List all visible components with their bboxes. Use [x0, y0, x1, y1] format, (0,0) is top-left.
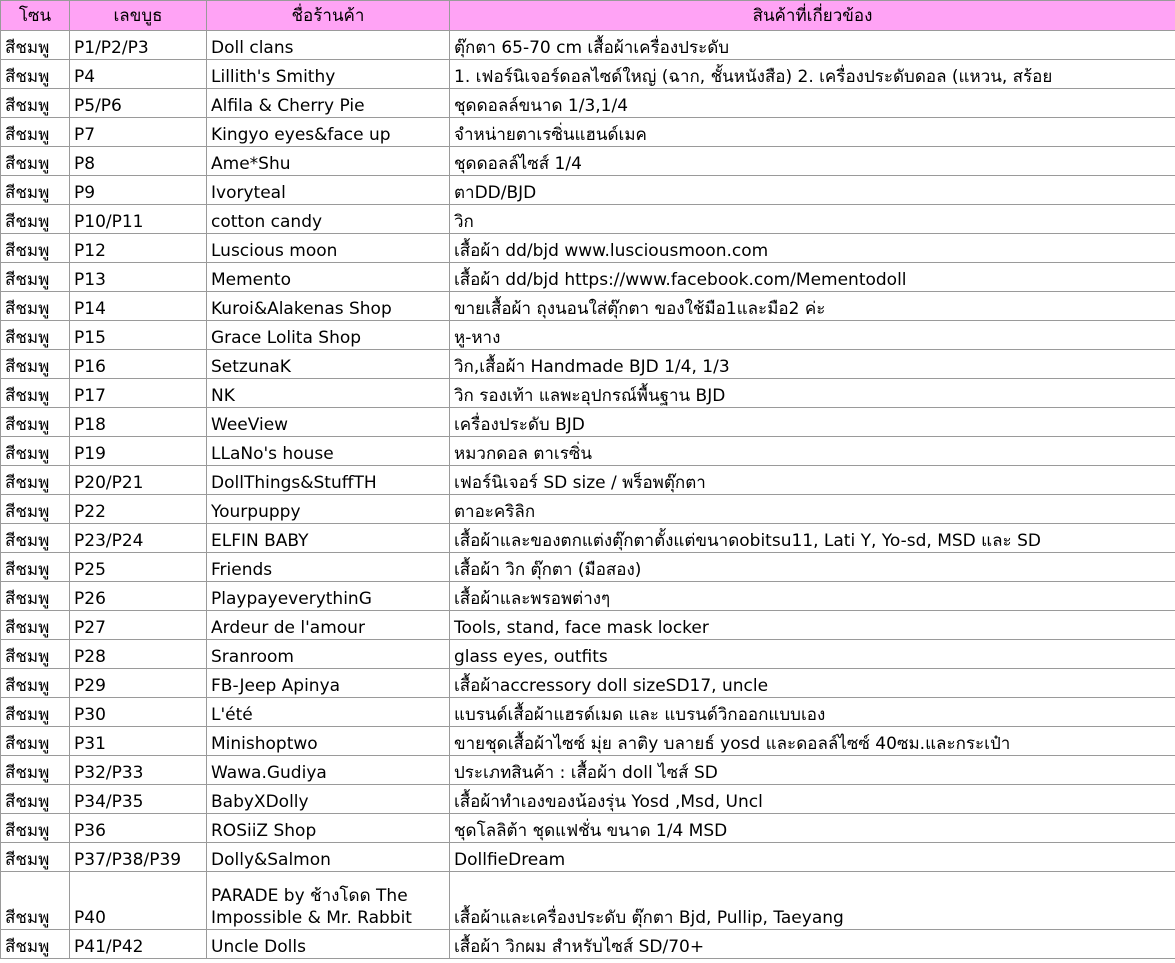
table-row	[1, 582, 1175, 611]
table-row	[1, 640, 1175, 669]
table-row	[1, 466, 1175, 495]
header-booth[interactable]: เลขบูธ	[70, 1, 207, 31]
products-cell[interactable]: เสื้อผ้า dd/bjd https://www.facebook.com/Mementodoll	[450, 263, 1175, 292]
booth-cell[interactable]: P37/P38/P39	[70, 843, 207, 872]
zone-cell[interactable]: สีชมพู	[1, 118, 70, 147]
booth-cell[interactable]: P16	[70, 350, 207, 379]
table-row	[1, 553, 1175, 582]
booth-cell[interactable]: P20/P21	[70, 466, 207, 495]
shop-name-cell[interactable]: DollThings&StuffTH	[207, 466, 450, 495]
products-cell[interactable]: เสื้อผ้า dd/bjd www.lusciousmoon.com	[450, 234, 1175, 263]
zone-cell[interactable]: สีชมพู	[1, 582, 70, 611]
booth-cell[interactable]: P23/P24	[70, 524, 207, 553]
products-cell[interactable]: วิก,เสื้อผ้า Handmade BJD 1/4, 1/3	[450, 350, 1175, 379]
products-cell[interactable]: Tools, stand, face mask locker	[450, 611, 1175, 640]
products-cell[interactable]: ชุดดอลล์ขนาด 1/3,1/4	[450, 89, 1175, 118]
products-cell[interactable]: ตาอะคริลิก	[450, 495, 1175, 524]
header-row	[1, 1, 1175, 31]
table-row	[1, 176, 1175, 205]
zone-cell[interactable]: สีชมพู	[1, 89, 70, 118]
booth-cell[interactable]: P14	[70, 292, 207, 321]
shop-name-cell[interactable]: L'été	[207, 698, 450, 727]
table-row	[1, 31, 1175, 60]
table-row	[1, 727, 1175, 756]
zone-cell[interactable]: สีชมพู	[1, 872, 70, 930]
zone-cell[interactable]: สีชมพู	[1, 785, 70, 814]
products-cell[interactable]: เฟอร์นิเจอร์ SD size / พร็อพตุ๊กตา	[450, 466, 1175, 495]
table-row	[1, 669, 1175, 698]
products-cell[interactable]: ขายชุดเสื้อผ้าไซซ์ มุ่ย ลาติy บลายธ์ yosd และดอลล์ไซซ์ 40ซม.และกระเป๋า	[450, 727, 1175, 756]
zone-cell[interactable]: สีชมพู	[1, 524, 70, 553]
products-cell[interactable]: แบรนด์เสื้อผ้าแฮรด์เมด และ แบรนด์วิกออกแบบเอง	[450, 698, 1175, 727]
booth-cell[interactable]: P4	[70, 60, 207, 89]
shop-name-cell[interactable]: BabyXDolly	[207, 785, 450, 814]
shop-name-cell[interactable]: SetzunaK	[207, 350, 450, 379]
booth-cell[interactable]: P31	[70, 727, 207, 756]
booth-cell[interactable]: P1/P2/P3	[70, 31, 207, 60]
booth-cell[interactable]: P15	[70, 321, 207, 350]
products-cell[interactable]: ตุ๊กตา 65-70 cm เสื้อผ้าเครื่องประดับ	[450, 31, 1175, 60]
booth-cell[interactable]: P22	[70, 495, 207, 524]
products-cell[interactable]: จำหน่ายตาเรซิ่นแฮนด์เมค	[450, 118, 1175, 147]
shop-name-cell[interactable]: Kingyo eyes&face up	[207, 118, 450, 147]
table-row	[1, 408, 1175, 437]
zone-cell[interactable]: สีชมพู	[1, 60, 70, 89]
shop-name-cell[interactable]: Memento	[207, 263, 450, 292]
products-cell[interactable]: วิก	[450, 205, 1175, 234]
shop-name-cell[interactable]: Doll clans	[207, 31, 450, 60]
booth-cell[interactable]: P8	[70, 147, 207, 176]
zone-cell[interactable]: สีชมพู	[1, 321, 70, 350]
shop-name-cell[interactable]: LLaNo's house	[207, 437, 450, 466]
shop-name-cell[interactable]: Grace Lolita Shop	[207, 321, 450, 350]
booth-cell[interactable]: P29	[70, 669, 207, 698]
products-cell[interactable]: เสื้อผ้าและของตกแต่งตุ๊กตาตั้งแต่ขนาดobitsu11, Lati Y, Yo-sd, MSD และ SD	[450, 524, 1175, 553]
table-row	[1, 118, 1175, 147]
table-row	[1, 205, 1175, 234]
products-cell[interactable]: เสื้อผ้าทำเองของน้องรุ่น Yosd ,Msd, Uncl	[450, 785, 1175, 814]
zone-cell[interactable]: สีชมพู	[1, 176, 70, 205]
table-row	[1, 292, 1175, 321]
table-row	[1, 930, 1175, 959]
booth-cell[interactable]: P5/P6	[70, 89, 207, 118]
products-cell[interactable]: ขายเสื้อผ้า ถุงนอนใส่ตุ๊กตา ของใช้มือ1และมือ2 ค่ะ	[450, 292, 1175, 321]
zone-cell[interactable]: สีชมพู	[1, 31, 70, 60]
shop-name-cell[interactable]: WeeView	[207, 408, 450, 437]
shop-name-cell[interactable]: Ivoryteal	[207, 176, 450, 205]
products-cell[interactable]: เครื่องประดับ BJD	[450, 408, 1175, 437]
zone-cell[interactable]: สีชมพู	[1, 814, 70, 843]
zone-cell[interactable]: สีชมพู	[1, 147, 70, 176]
zone-cell[interactable]: สีชมพู	[1, 843, 70, 872]
booth-cell[interactable]: P18	[70, 408, 207, 437]
header-zone[interactable]: โซน	[1, 1, 70, 31]
shop-name-cell[interactable]: Ame*Shu	[207, 147, 450, 176]
table-row	[1, 698, 1175, 727]
table-row	[1, 234, 1175, 263]
booth-cell[interactable]: P7	[70, 118, 207, 147]
booth-cell[interactable]: P28	[70, 640, 207, 669]
zone-cell[interactable]: สีชมพู	[1, 640, 70, 669]
zone-cell[interactable]: สีชมพู	[1, 263, 70, 292]
shop-name-cell[interactable]: Ardeur de l'amour	[207, 611, 450, 640]
products-cell[interactable]: หู-หาง	[450, 321, 1175, 350]
shop-name-cell[interactable]: Friends	[207, 553, 450, 582]
table-row	[1, 89, 1175, 118]
booth-cell[interactable]: P9	[70, 176, 207, 205]
table-row	[1, 843, 1175, 872]
booth-cell[interactable]: P19	[70, 437, 207, 466]
table-row	[1, 495, 1175, 524]
shop-name-cell[interactable]: Sranroom	[207, 640, 450, 669]
table-row	[1, 60, 1175, 89]
header-products[interactable]: สินค้าที่เกี่ยวข้อง	[450, 1, 1175, 31]
zone-cell[interactable]: สีชมพู	[1, 669, 70, 698]
table-row	[1, 147, 1175, 176]
products-cell[interactable]: glass eyes, outfits	[450, 640, 1175, 669]
shop-name-cell[interactable]: Lillith's Smithy	[207, 60, 450, 89]
booth-cell[interactable]: P10/P11	[70, 205, 207, 234]
shop-name-cell[interactable]: Alfila & Cherry Pie	[207, 89, 450, 118]
shop-name-cell[interactable]: Yourpuppy	[207, 495, 450, 524]
header-shop[interactable]: ชื่อร้านค้า	[207, 1, 450, 31]
zone-cell[interactable]: สีชมพู	[1, 350, 70, 379]
zone-cell[interactable]: สีชมพู	[1, 553, 70, 582]
products-cell[interactable]: DollfieDream	[450, 843, 1175, 872]
table-row	[1, 814, 1175, 843]
table-row	[1, 785, 1175, 814]
booth-cell[interactable]: P17	[70, 379, 207, 408]
products-cell[interactable]: ชุดดอลล์ไซส์ 1/4	[450, 147, 1175, 176]
products-cell[interactable]: เสื้อผ้าและพรอพต่างๆ	[450, 582, 1175, 611]
booth-cell[interactable]: P27	[70, 611, 207, 640]
shop-name-cell[interactable]: cotton candy	[207, 205, 450, 234]
zone-cell[interactable]: สีชมพู	[1, 205, 70, 234]
table-row	[1, 379, 1175, 408]
booth-cell[interactable]: P41/P42	[70, 930, 207, 959]
shop-name-cell[interactable]: Luscious moon	[207, 234, 450, 263]
booth-cell[interactable]: P32/P33	[70, 756, 207, 785]
shop-name-cell[interactable]: PlaypayeverythinG	[207, 582, 450, 611]
table-row	[1, 263, 1175, 292]
shop-name-cell[interactable]: Kuroi&Alakenas Shop	[207, 292, 450, 321]
zone-cell[interactable]: สีชมพู	[1, 466, 70, 495]
products-cell[interactable]: หมวกดอล ตาเรซิ่น	[450, 437, 1175, 466]
shop-name-cell[interactable]: Minishoptwo	[207, 727, 450, 756]
zone-cell[interactable]: สีชมพู	[1, 234, 70, 263]
shop-name-cell[interactable]: Wawa.Gudiya	[207, 756, 450, 785]
zone-cell[interactable]: สีชมพู	[1, 495, 70, 524]
products-cell[interactable]: ตาDD/BJD	[450, 176, 1175, 205]
products-cell[interactable]: วิก รองเท้า แลพะอุปกรณ์พื้นฐาน BJD	[450, 379, 1175, 408]
zone-cell[interactable]: สีชมพู	[1, 698, 70, 727]
zone-cell[interactable]: สีชมพู	[1, 756, 70, 785]
shop-name-cell[interactable]: ELFIN BABY	[207, 524, 450, 553]
products-cell[interactable]: ประเภทสินค้า : เสื้อผ้า doll ไซส์ SD	[450, 756, 1175, 785]
table-row	[1, 321, 1175, 350]
table-row	[1, 350, 1175, 379]
booth-cell[interactable]: P40	[70, 872, 207, 930]
table-row	[1, 872, 1175, 930]
shop-name-cell[interactable]: PARADE by ช้างโดด The Impossible & Mr. Rabbit	[207, 872, 450, 930]
shop-name-cell[interactable]: Dolly&Salmon	[207, 843, 450, 872]
booth-cell[interactable]: P12	[70, 234, 207, 263]
shop-name-cell[interactable]: Uncle Dolls	[207, 930, 450, 959]
zone-cell[interactable]: สีชมพู	[1, 437, 70, 466]
booth-cell[interactable]: P13	[70, 263, 207, 292]
products-cell[interactable]: เสื้อผ้าaccressory doll sizeSD17, uncle	[450, 669, 1175, 698]
zone-cell[interactable]: สีชมพู	[1, 292, 70, 321]
products-cell[interactable]: เสื้อผ้า วิก ตุ๊กตา (มือสอง)	[450, 553, 1175, 582]
zone-cell[interactable]: สีชมพู	[1, 379, 70, 408]
products-cell[interactable]: 1. เฟอร์นิเจอร์ดอลไซด์ใหญ่ (ฉาก, ชั้นหนังสือ) 2. เครื่องประดับดอล (แหวน, สร้อย	[450, 60, 1175, 89]
shop-name-cell[interactable]: ROSiiZ Shop	[207, 814, 450, 843]
booth-cell[interactable]: P25	[70, 553, 207, 582]
table-row	[1, 611, 1175, 640]
booth-cell[interactable]: P36	[70, 814, 207, 843]
zone-cell[interactable]: สีชมพู	[1, 930, 70, 959]
products-cell[interactable]: เสื้อผ้าและเครื่องประดับ ตุ๊กตา Bjd, Pullip, Taeyang	[450, 872, 1175, 930]
table-row	[1, 437, 1175, 466]
zone-cell[interactable]: สีชมพู	[1, 727, 70, 756]
products-cell[interactable]: ชุดโลลิต้า ชุดแฟชั่น ขนาด 1/4 MSD	[450, 814, 1175, 843]
booth-cell[interactable]: P34/P35	[70, 785, 207, 814]
table-row	[1, 524, 1175, 553]
zone-cell[interactable]: สีชมพู	[1, 408, 70, 437]
table-row	[1, 756, 1175, 785]
table-body	[1, 31, 1175, 959]
shop-name-cell[interactable]: NK	[207, 379, 450, 408]
shop-name-cell[interactable]: FB-Jeep Apinya	[207, 669, 450, 698]
booth-cell[interactable]: P26	[70, 582, 207, 611]
products-cell[interactable]: เสื้อผ้า วิกผม สำหรับไซส์ SD/70+	[450, 930, 1175, 959]
zone-cell[interactable]: สีชมพู	[1, 611, 70, 640]
booth-cell[interactable]: P30	[70, 698, 207, 727]
